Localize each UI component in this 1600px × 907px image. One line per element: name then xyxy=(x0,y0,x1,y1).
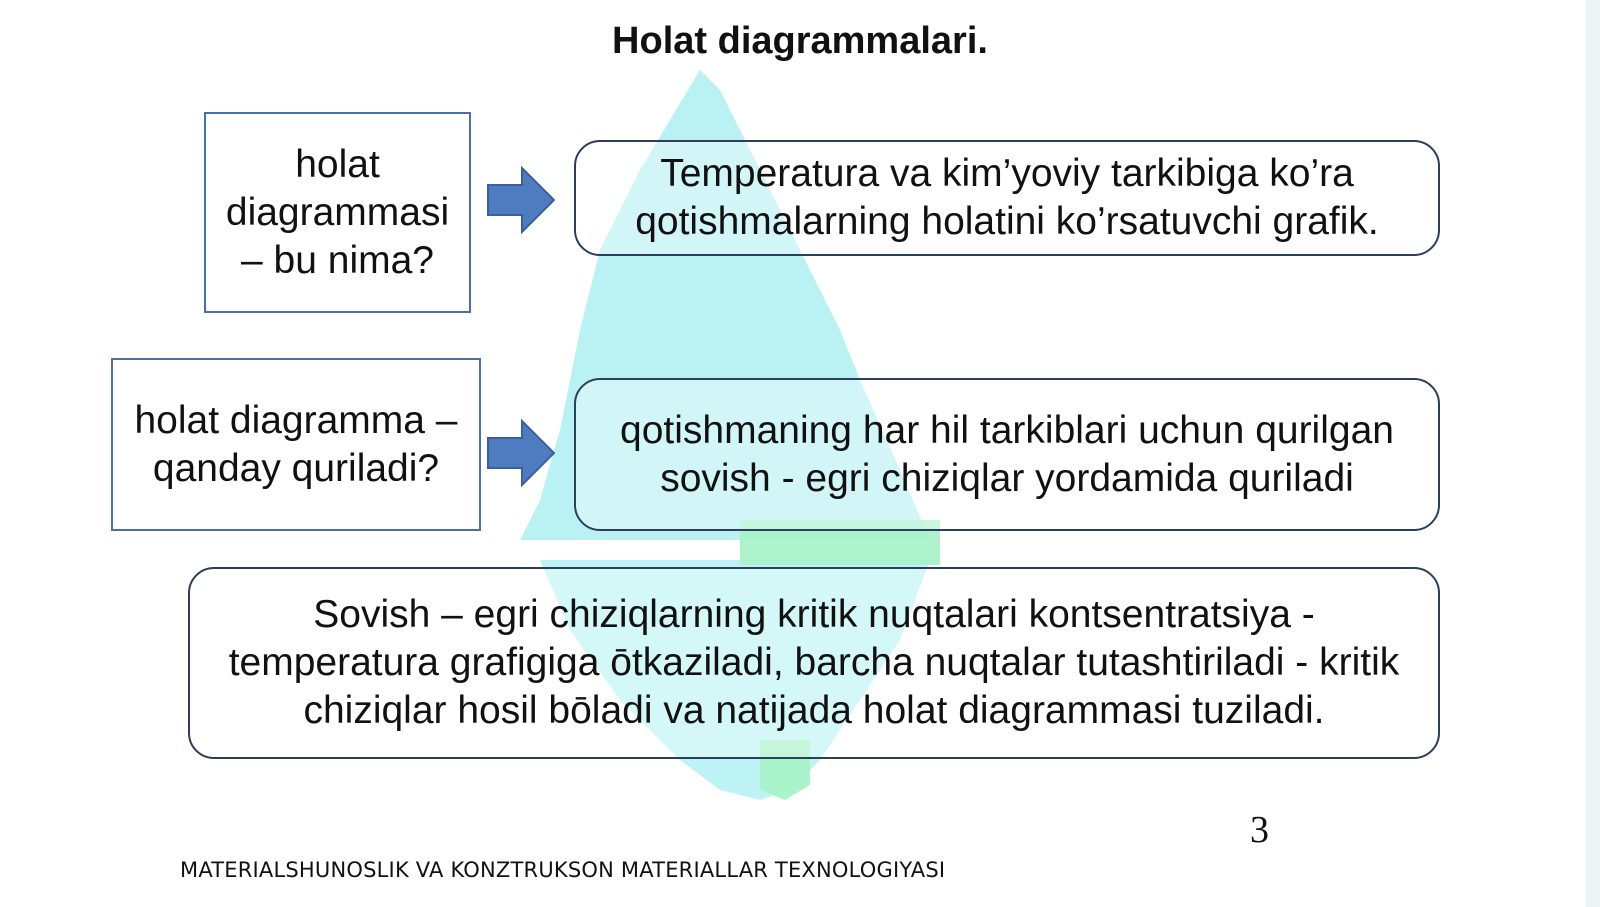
page-number: 3 xyxy=(1250,809,1269,851)
question-text-2: holat diagramma – qanday quriladi? xyxy=(134,398,458,490)
slide-title: Holat diagrammalari. xyxy=(612,20,988,62)
note-text: Sovish – egri chiziqlarning kritik nuqtalari kontsentratsiya - temperatura grafigiga ōtkaziladi, barcha nuqtalar tutashtiriladi - kritik chiziqlar hosil bōladi va natijada holat diagrammasi tuziladi. xyxy=(228,593,1400,732)
footer-text: MATERIALSHUNOSLIK VA KONZTRUKSON MATERIALLAR TEXNOLOGIYASI xyxy=(180,858,946,882)
answer-text-2: qotishmaning har hil tarkiblari uchun qurilgan sovish - egri chiziqlar yordamida quriladi xyxy=(620,408,1394,500)
answer-box-2 xyxy=(574,378,1440,531)
answer-box-1 xyxy=(574,140,1440,256)
slide-edge xyxy=(1586,0,1600,907)
arrow-right-icon xyxy=(484,418,560,488)
answer-text-1: Temperatura va kim’yoviy tarkibiga ko’ra qotishmalarning holatini ko’rsatuvchi grafik. xyxy=(635,152,1379,243)
question-text-1: holat diagrammasi – bu nima? xyxy=(225,142,450,282)
question-box-1 xyxy=(204,112,471,313)
note-box xyxy=(188,567,1440,759)
question-box-2 xyxy=(111,358,481,531)
arrow-right-icon xyxy=(484,165,560,235)
